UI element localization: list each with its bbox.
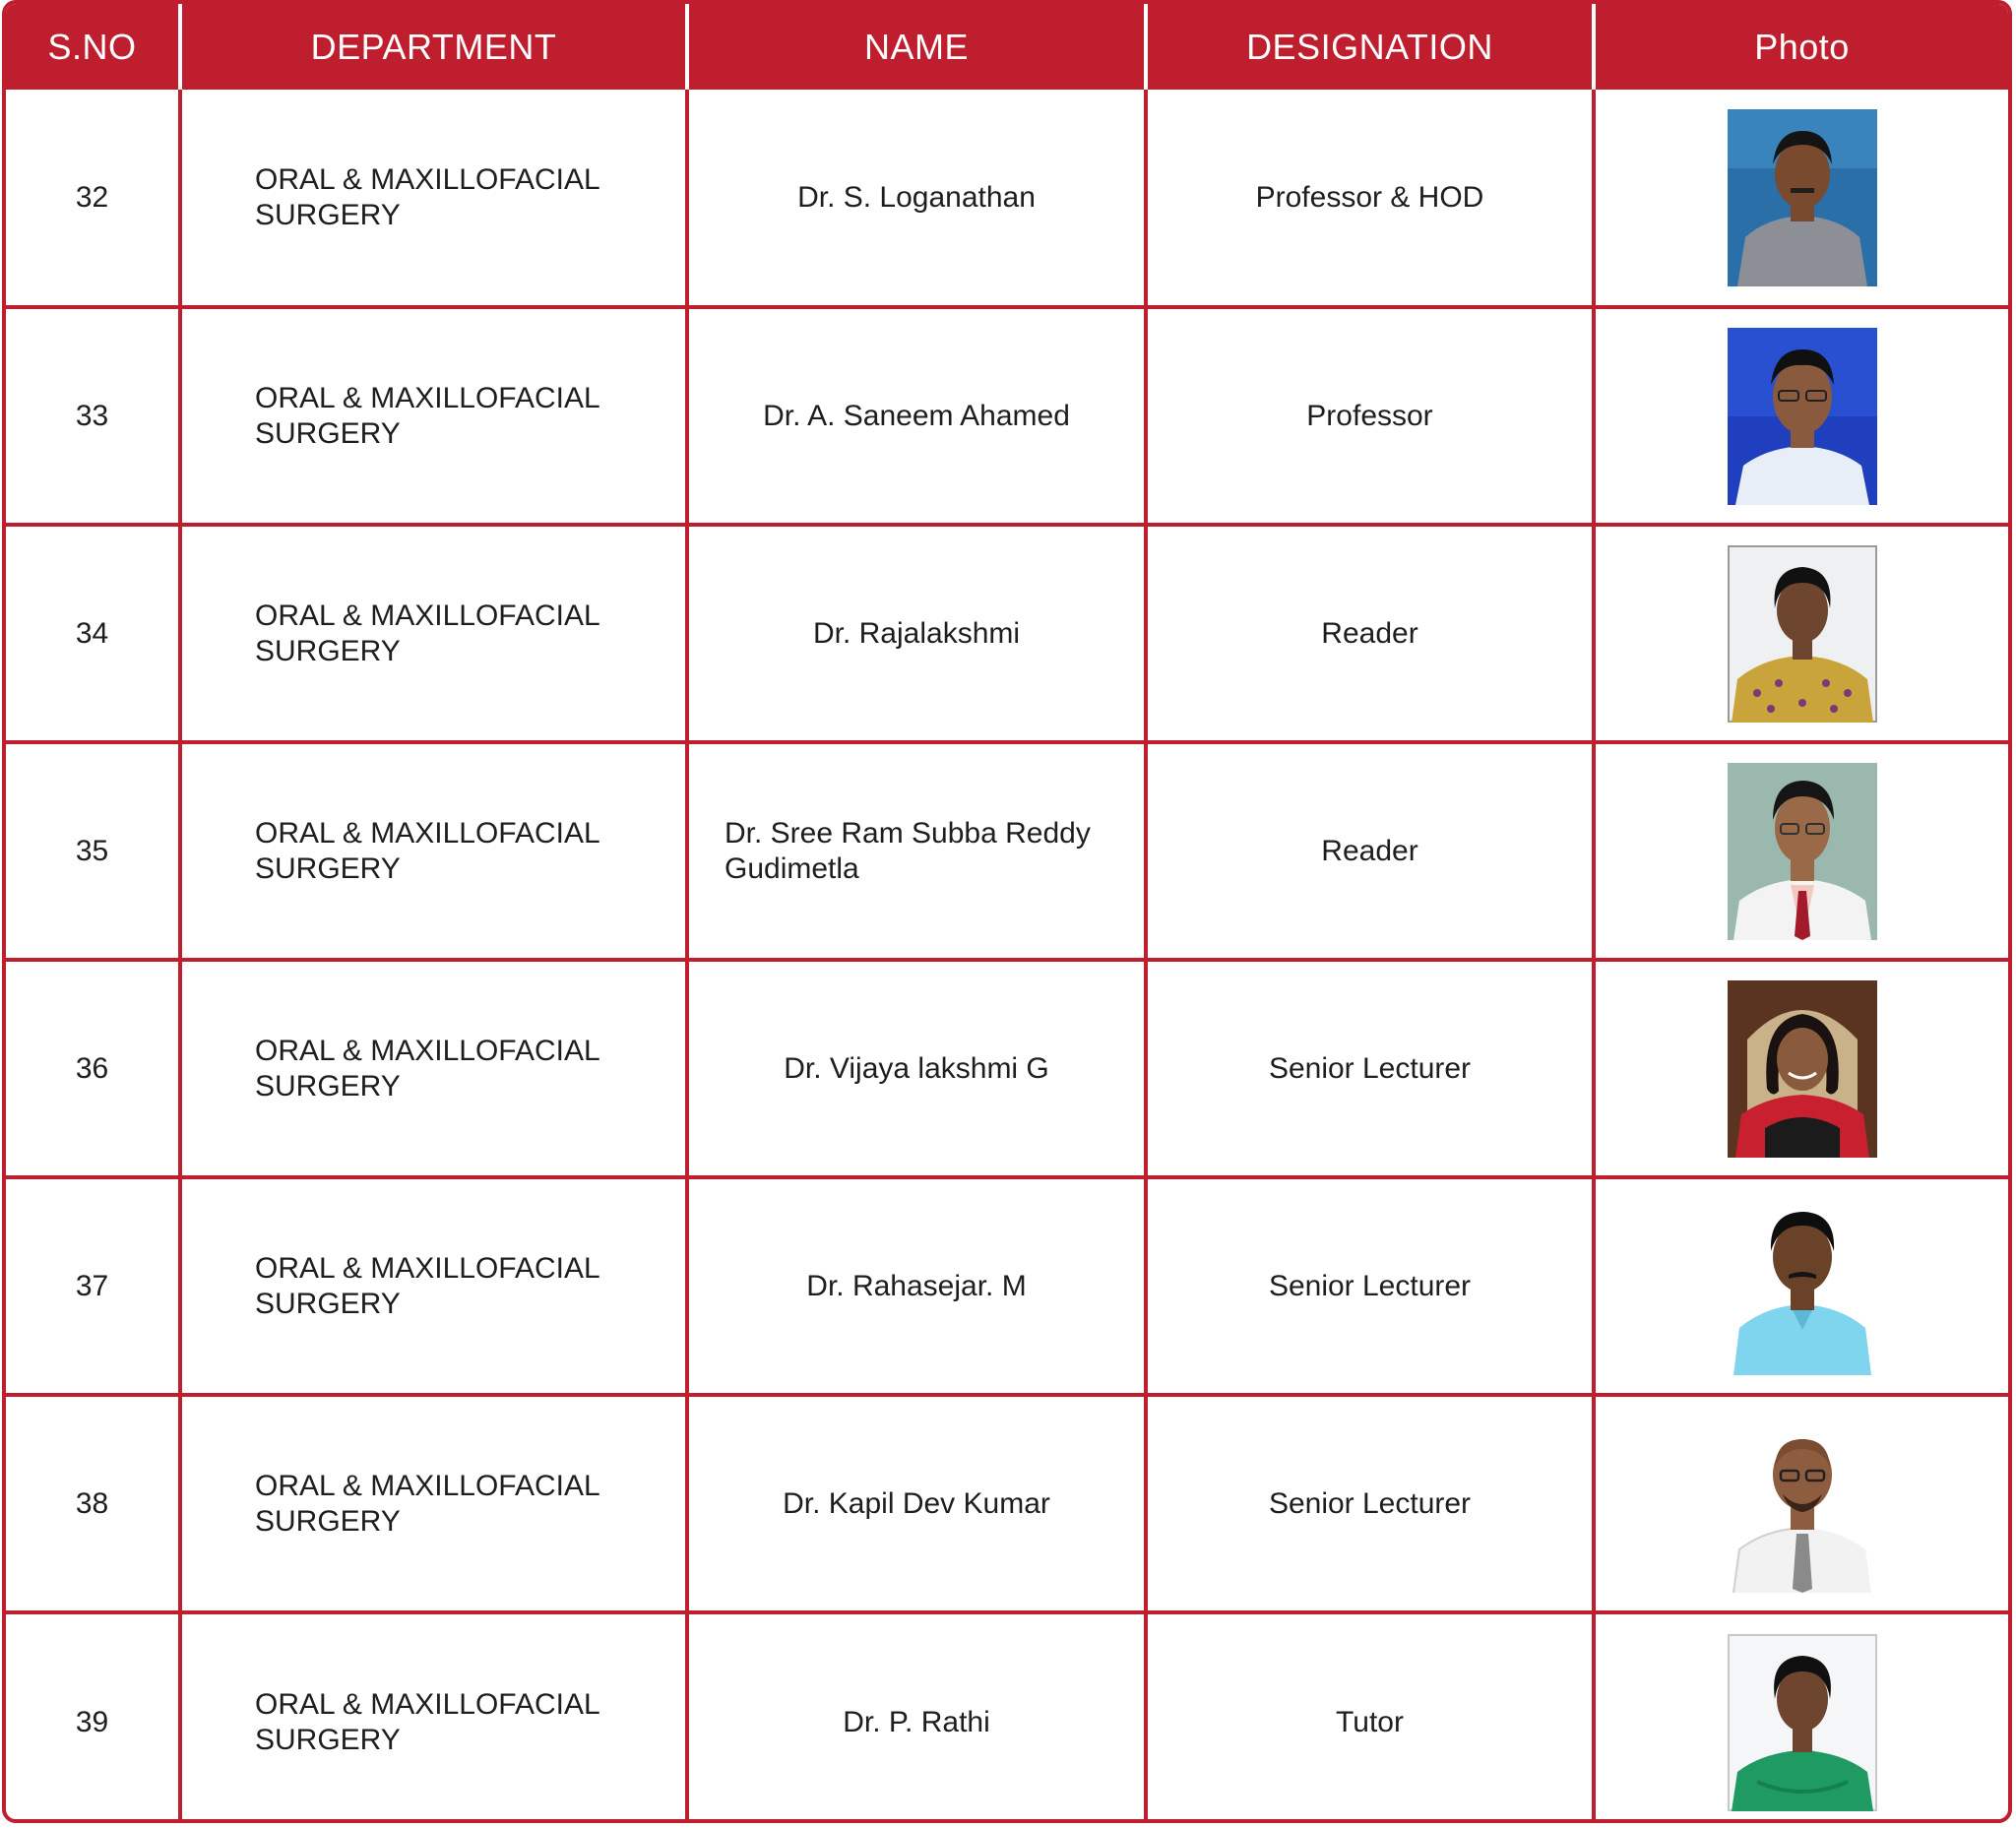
header-photo: Photo — [1594, 4, 2008, 90]
table-row — [6, 960, 2008, 1177]
name-text: Dr. Kapil Dev Kumar — [783, 1486, 1050, 1520]
header-row — [6, 4, 2008, 90]
faculty-table — [6, 4, 2008, 1823]
designation-cell: Reader — [1146, 525, 1594, 742]
name-cell — [687, 960, 1146, 1177]
faculty-table-container — [2, 0, 2012, 1823]
sno-cell: 36 — [6, 960, 180, 1177]
photo-cell — [1594, 525, 2008, 742]
table-row — [6, 1612, 2008, 1823]
faculty-photo — [1728, 980, 1877, 1158]
designation-cell: Senior Lecturer — [1146, 1177, 1594, 1395]
sno-cell: 37 — [6, 1177, 180, 1395]
department-cell: ORAL & MAXILLOFACIAL SURGERY — [180, 742, 687, 960]
table-body — [6, 90, 2008, 1823]
designation-cell: Reader — [1146, 742, 1594, 960]
photo-cell — [1594, 90, 2008, 307]
table-row — [6, 1395, 2008, 1612]
name-cell — [687, 307, 1146, 525]
sno-cell: 32 — [6, 90, 180, 307]
faculty-photo — [1728, 1198, 1877, 1375]
header-designation: DESIGNATION — [1146, 4, 1594, 90]
designation-cell: Tutor — [1146, 1612, 1594, 1823]
photo-cell — [1594, 307, 2008, 525]
faculty-photo — [1728, 1634, 1877, 1811]
header-department: DEPARTMENT — [180, 4, 687, 90]
sno-cell: 35 — [6, 742, 180, 960]
designation-cell: Senior Lecturer — [1146, 960, 1594, 1177]
name-cell — [687, 1177, 1146, 1395]
faculty-photo — [1728, 1416, 1877, 1593]
department-cell: ORAL & MAXILLOFACIAL SURGERY — [180, 525, 687, 742]
name-text: Dr. S. Loganathan — [797, 180, 1036, 214]
name-text: Dr. P. Rathi — [843, 1705, 990, 1738]
name-text: Dr. Vijaya lakshmi G — [784, 1051, 1049, 1085]
photo-cell — [1594, 1177, 2008, 1395]
sno-cell: 38 — [6, 1395, 180, 1612]
name-text: Dr. Rajalakshmi — [812, 616, 1021, 650]
table-row — [6, 90, 2008, 307]
header-name: NAME — [687, 4, 1146, 90]
name-text: Dr. A. Saneem Ahamed — [763, 399, 1070, 432]
table-row — [6, 1177, 2008, 1395]
department-cell: ORAL & MAXILLOFACIAL SURGERY — [180, 1612, 687, 1823]
name-cell — [687, 742, 1146, 960]
table-row — [6, 307, 2008, 525]
photo-cell — [1594, 960, 2008, 1177]
name-cell — [687, 1612, 1146, 1823]
faculty-photo — [1728, 328, 1877, 505]
name-cell — [687, 90, 1146, 307]
name-text: Dr. Sree Ram Subba Reddy Gudimetla — [724, 816, 1091, 885]
name-text: Dr. Rahasejar. M — [806, 1269, 1027, 1302]
table-header — [6, 4, 2008, 90]
department-cell: ORAL & MAXILLOFACIAL SURGERY — [180, 90, 687, 307]
designation-cell: Professor — [1146, 307, 1594, 525]
header-sno: S.NO — [6, 4, 180, 90]
designation-cell: Senior Lecturer — [1146, 1395, 1594, 1612]
department-cell: ORAL & MAXILLOFACIAL SURGERY — [180, 1177, 687, 1395]
name-cell — [687, 1395, 1146, 1612]
sno-cell: 33 — [6, 307, 180, 525]
name-cell — [687, 525, 1146, 742]
department-cell: ORAL & MAXILLOFACIAL SURGERY — [180, 307, 687, 525]
photo-cell — [1594, 1612, 2008, 1823]
faculty-photo — [1728, 763, 1877, 940]
designation-cell: Professor & HOD — [1146, 90, 1594, 307]
photo-cell — [1594, 1395, 2008, 1612]
faculty-photo — [1728, 109, 1877, 286]
photo-cell — [1594, 742, 2008, 960]
table-row — [6, 742, 2008, 960]
faculty-photo — [1728, 545, 1877, 723]
table-row — [6, 525, 2008, 742]
sno-cell: 34 — [6, 525, 180, 742]
department-cell: ORAL & MAXILLOFACIAL SURGERY — [180, 1395, 687, 1612]
sno-cell: 39 — [6, 1612, 180, 1823]
department-cell: ORAL & MAXILLOFACIAL SURGERY — [180, 960, 687, 1177]
